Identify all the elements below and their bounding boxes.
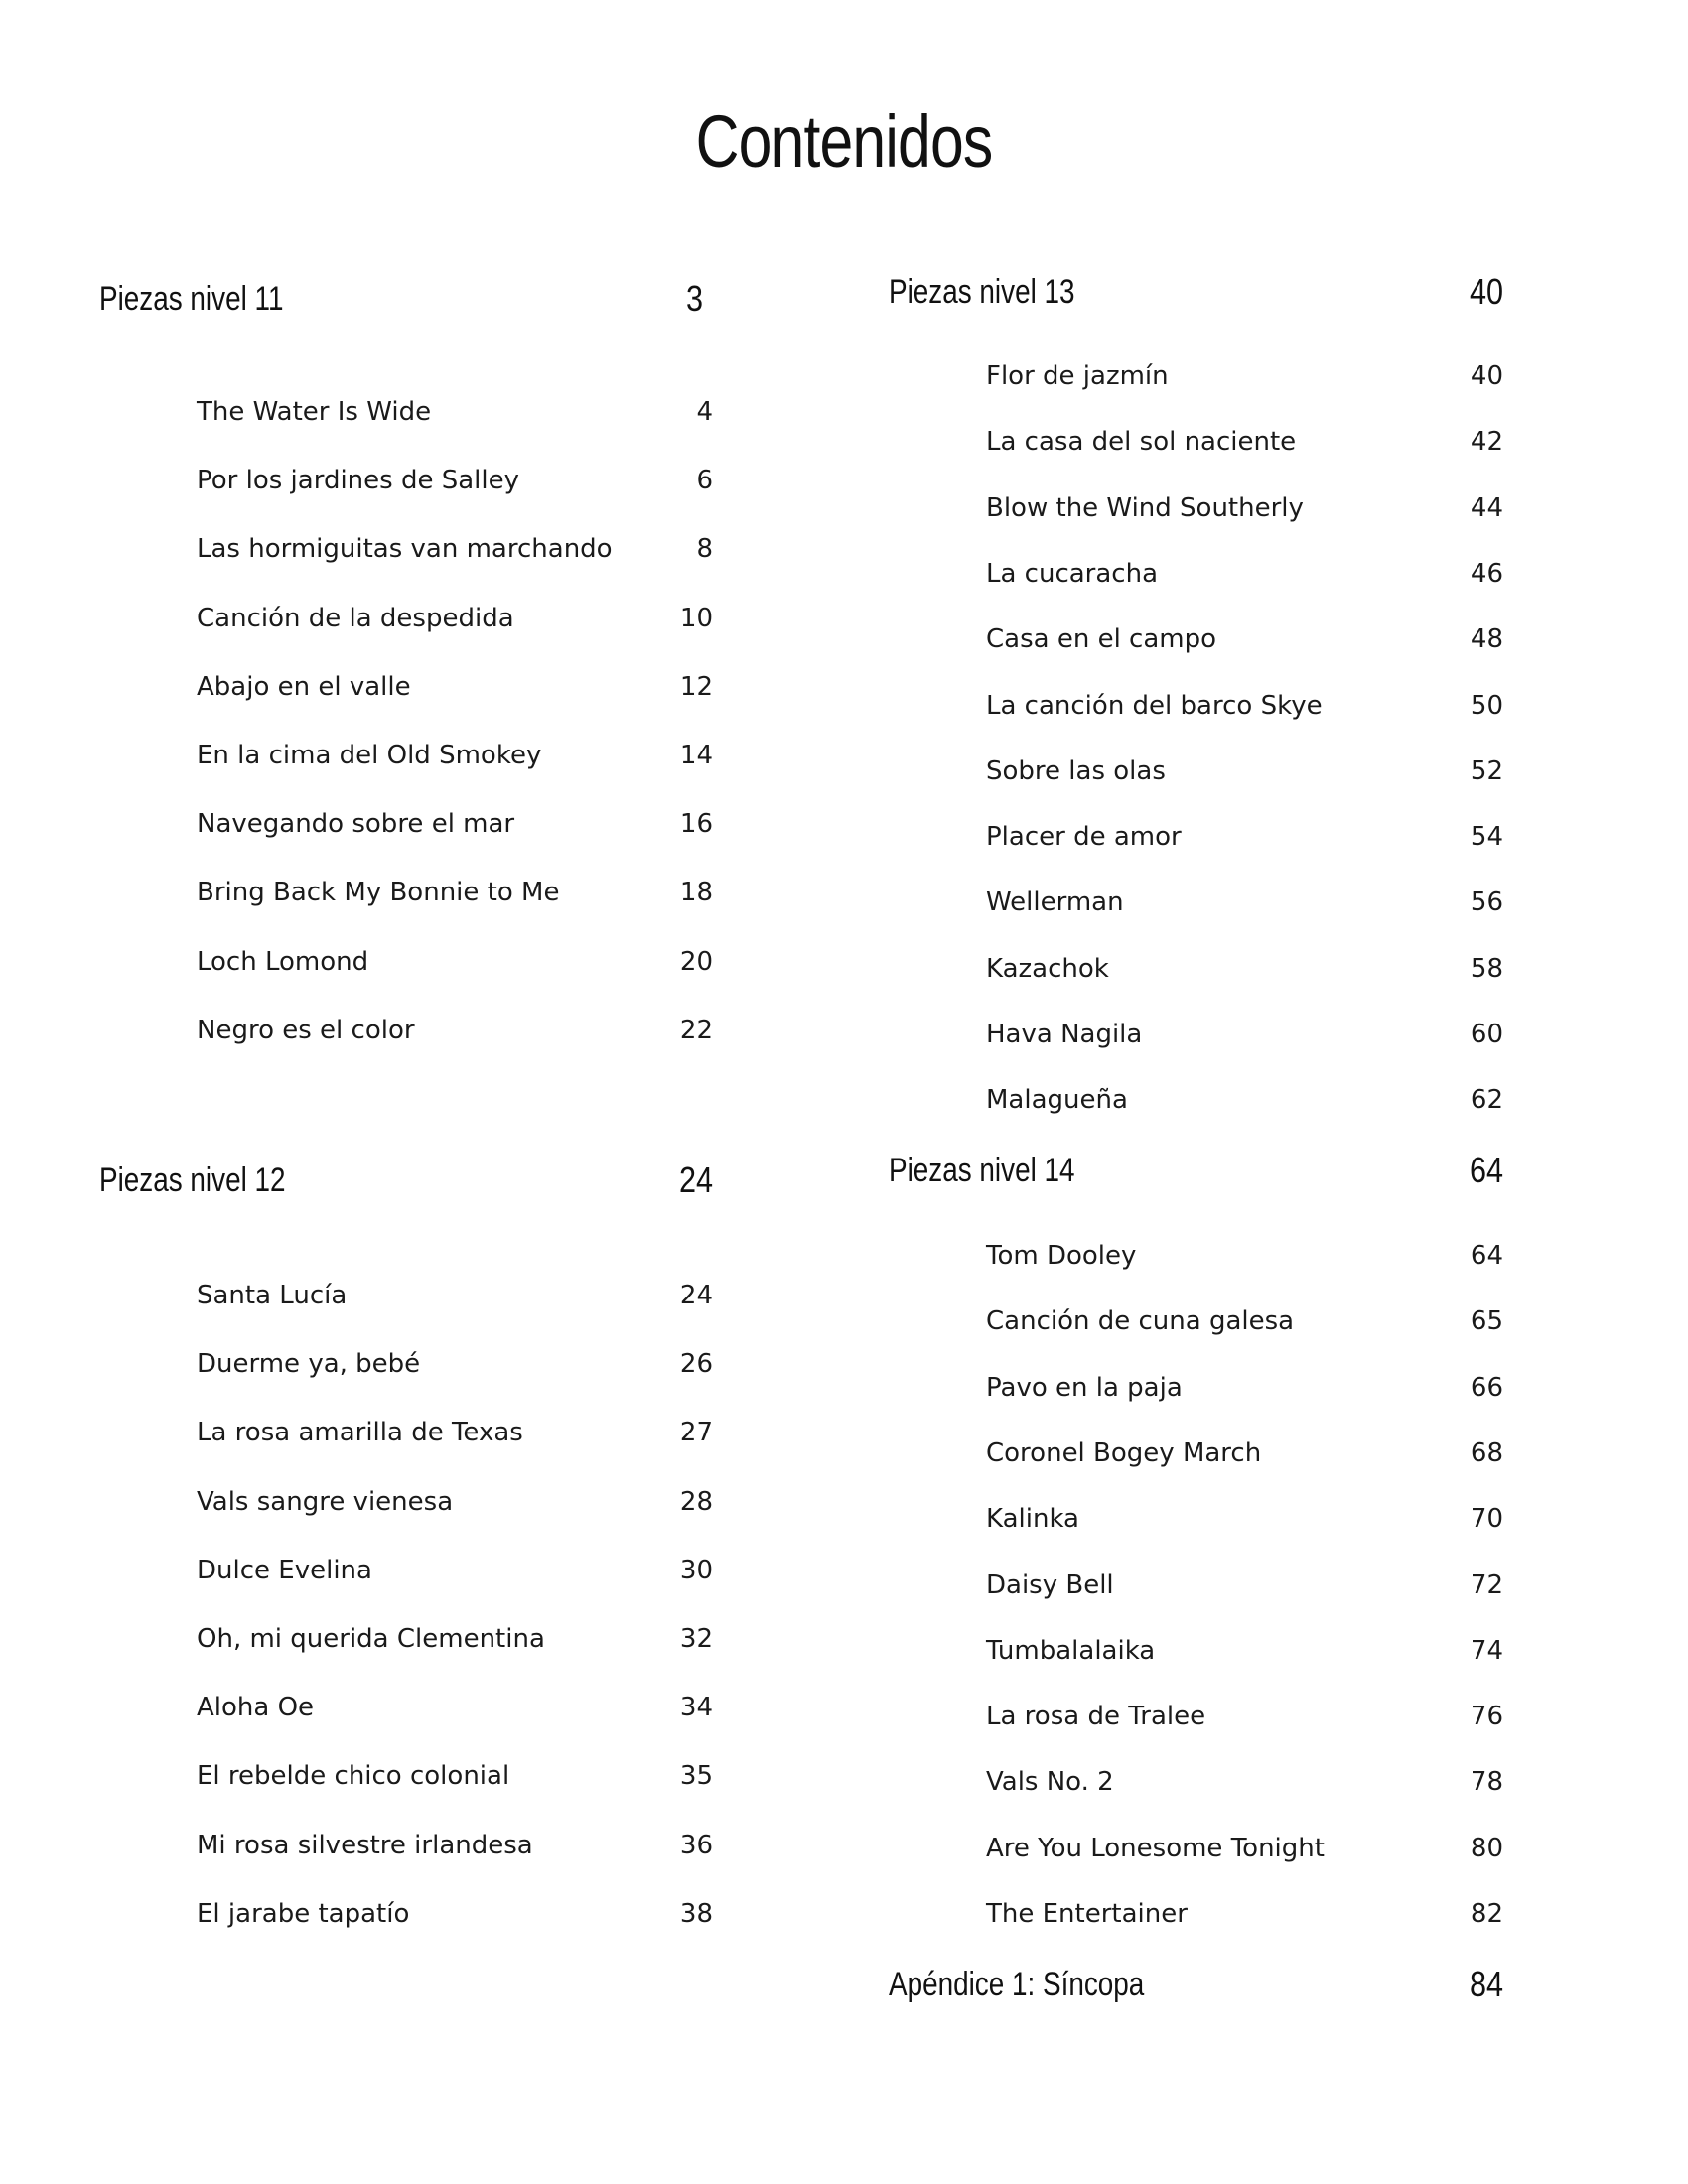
toc-entry-title[interactable]: Mi rosa silvestre irlandesa: [197, 1830, 533, 1860]
toc-entry-page: 10: [679, 603, 713, 633]
toc-entry-page: 48: [1470, 624, 1503, 655]
toc-entry-title[interactable]: Vals No. 2: [986, 1767, 1114, 1798]
toc-entry-title[interactable]: La cucaracha: [986, 558, 1159, 589]
toc-entry-title[interactable]: Kazachok: [986, 953, 1109, 984]
toc-entry-page: 42: [1470, 427, 1503, 458]
toc-entry-title[interactable]: La canción del barco Skye: [986, 690, 1323, 721]
toc-entry-page: 65: [1470, 1306, 1503, 1337]
section-heading[interactable]: [889, 273, 1116, 312]
toc-entry-title[interactable]: La rosa amarilla de Texas: [197, 1418, 523, 1448]
toc-entry-page: 82: [1470, 1899, 1503, 1929]
toc-entry-title[interactable]: En la cima del Old Smokey: [197, 741, 542, 770]
section-page-number: [683, 278, 703, 320]
toc-entry-page: 60: [1470, 1020, 1503, 1049]
toc-entry-title[interactable]: Sobre las olas: [986, 755, 1166, 786]
toc-entry-page: 14: [679, 741, 713, 770]
toc-entry-title[interactable]: Malagueña: [986, 1085, 1128, 1116]
toc-entry-title[interactable]: Casa en el campo: [986, 624, 1217, 655]
toc-entry-page: 46: [1470, 558, 1503, 589]
toc-entry-page: 74: [1470, 1635, 1503, 1666]
section-page-label: 3: [685, 278, 703, 319]
toc-entry-page: 36: [679, 1830, 713, 1860]
toc-entry-page: 52: [1470, 755, 1503, 786]
toc-entry-title[interactable]: Canción de cuna galesa: [986, 1306, 1295, 1337]
section-heading-label: Apéndice 1: Síncopa: [889, 1966, 1145, 2003]
toc-entry-page: 12: [679, 671, 713, 702]
toc-entry-page: 32: [679, 1624, 713, 1654]
toc-entry-title[interactable]: El jarabe tapatío: [197, 1898, 410, 1929]
toc-entry-title[interactable]: Daisy Bell: [986, 1570, 1114, 1600]
toc-entry-title[interactable]: Abajo en el valle: [197, 671, 411, 702]
toc-entry-title[interactable]: Negro es el color: [197, 1015, 415, 1045]
toc-entry-title[interactable]: Oh, mi querida Clementina: [197, 1624, 545, 1654]
toc-entry-page: 68: [1470, 1437, 1503, 1468]
toc-entry-title[interactable]: Aloha Oe: [197, 1693, 315, 1723]
section-page-number: [1464, 1150, 1503, 1191]
toc-entry-page: 8: [696, 534, 713, 565]
toc-entry-page: 40: [1470, 361, 1503, 391]
section-heading[interactable]: [99, 1161, 327, 1200]
toc-entry-page: 72: [1470, 1570, 1503, 1600]
toc-entry-title[interactable]: Flor de jazmín: [986, 361, 1169, 391]
toc-entry-page: 76: [1470, 1702, 1503, 1732]
toc-entry-page: 24: [679, 1281, 713, 1310]
toc-entry-title[interactable]: Por los jardines de Salley: [197, 466, 519, 496]
toc-entry-page: 70: [1470, 1504, 1503, 1535]
toc-entry-title[interactable]: La rosa de Tralee: [986, 1702, 1206, 1732]
toc-entry-page: 34: [679, 1693, 713, 1723]
toc-entry-title[interactable]: Tom Dooley: [986, 1241, 1137, 1271]
section-heading[interactable]: [99, 280, 324, 319]
toc-entry-title[interactable]: Are You Lonesome Tonight: [986, 1833, 1325, 1863]
toc-entry-title[interactable]: La casa del sol naciente: [986, 427, 1297, 458]
toc-entry-page: 35: [679, 1761, 713, 1792]
section-heading-label: Piezas nivel 11: [99, 280, 284, 318]
page-title: Contenidos: [695, 100, 993, 183]
toc-entry-title[interactable]: The Water Is Wide: [197, 397, 432, 427]
toc-entry-title[interactable]: Loch Lomond: [197, 946, 369, 977]
toc-entry-page: 22: [679, 1015, 713, 1045]
toc-entry-page: 38: [679, 1898, 713, 1929]
toc-entry-page: 78: [1470, 1767, 1503, 1798]
toc-entry-page: 28: [679, 1486, 713, 1517]
toc-entry-page: 58: [1470, 953, 1503, 984]
toc-entry-page: 16: [679, 809, 713, 840]
toc-entry-title[interactable]: Canción de la despedida: [197, 603, 514, 633]
toc-entry-page: 27: [679, 1418, 713, 1448]
toc-entry-page: 20: [679, 946, 713, 977]
toc-entry-title[interactable]: Blow the Wind Southerly: [986, 492, 1304, 523]
toc-entry-page: 26: [679, 1349, 713, 1380]
toc-entry-title[interactable]: El rebelde chico colonial: [197, 1761, 510, 1792]
toc-entry-title[interactable]: Las hormiguitas van marchando: [197, 534, 613, 565]
toc-entry-title[interactable]: Vals sangre vienesa: [197, 1486, 454, 1517]
section-heading-label: Piezas nivel 14: [889, 1152, 1075, 1189]
toc-entry-title[interactable]: Kalinka: [986, 1504, 1079, 1535]
toc-entry-title[interactable]: Placer de amor: [986, 822, 1182, 853]
section-page-label: 40: [1469, 271, 1503, 312]
section-page-number: [1464, 1964, 1503, 2005]
toc-entry-title[interactable]: Santa Lucía: [197, 1281, 348, 1310]
toc-entry-page: 4: [696, 397, 713, 427]
toc-entry-page: 54: [1470, 822, 1503, 853]
toc-entry-page: 44: [1470, 492, 1503, 523]
toc-entry-page: 80: [1470, 1833, 1503, 1863]
section-page-number: [1464, 271, 1503, 313]
toc-entry-title[interactable]: Wellerman: [986, 887, 1124, 918]
section-heading-label: Piezas nivel 13: [889, 273, 1075, 311]
toc-entry-title[interactable]: Pavo en la paja: [986, 1372, 1183, 1403]
toc-entry-page: 18: [679, 878, 713, 908]
section-heading-label: Piezas nivel 12: [99, 1161, 286, 1199]
toc-entry-title[interactable]: Coronel Bogey March: [986, 1437, 1262, 1468]
toc-entry-page: 50: [1470, 690, 1503, 721]
toc-entry-title[interactable]: The Entertainer: [986, 1899, 1188, 1929]
toc-entry-page: 62: [1470, 1085, 1503, 1116]
toc-entry-title[interactable]: Hava Nagila: [986, 1020, 1143, 1049]
section-page-label: 84: [1469, 1964, 1503, 2004]
toc-entry-title[interactable]: Navegando sobre el mar: [197, 809, 515, 840]
toc-entry-page: 64: [1470, 1241, 1503, 1271]
toc-entry-page: 66: [1470, 1372, 1503, 1403]
section-page-label: 64: [1469, 1150, 1503, 1190]
toc-entry-title[interactable]: Bring Back My Bonnie to Me: [197, 878, 560, 908]
section-heading[interactable]: [889, 1966, 1200, 2004]
toc-entry-title[interactable]: Duerme ya, bebé: [197, 1349, 421, 1380]
section-page-number: [673, 1160, 713, 1201]
toc-entry-page: 56: [1470, 887, 1503, 918]
toc-entry-page: 30: [679, 1555, 713, 1585]
toc-entry-page: 6: [696, 466, 713, 496]
toc-entry-title[interactable]: Tumbalalaika: [986, 1635, 1156, 1666]
section-page-label: 24: [678, 1160, 713, 1200]
section-heading[interactable]: [889, 1152, 1116, 1190]
toc-entry-title[interactable]: Dulce Evelina: [197, 1555, 372, 1585]
